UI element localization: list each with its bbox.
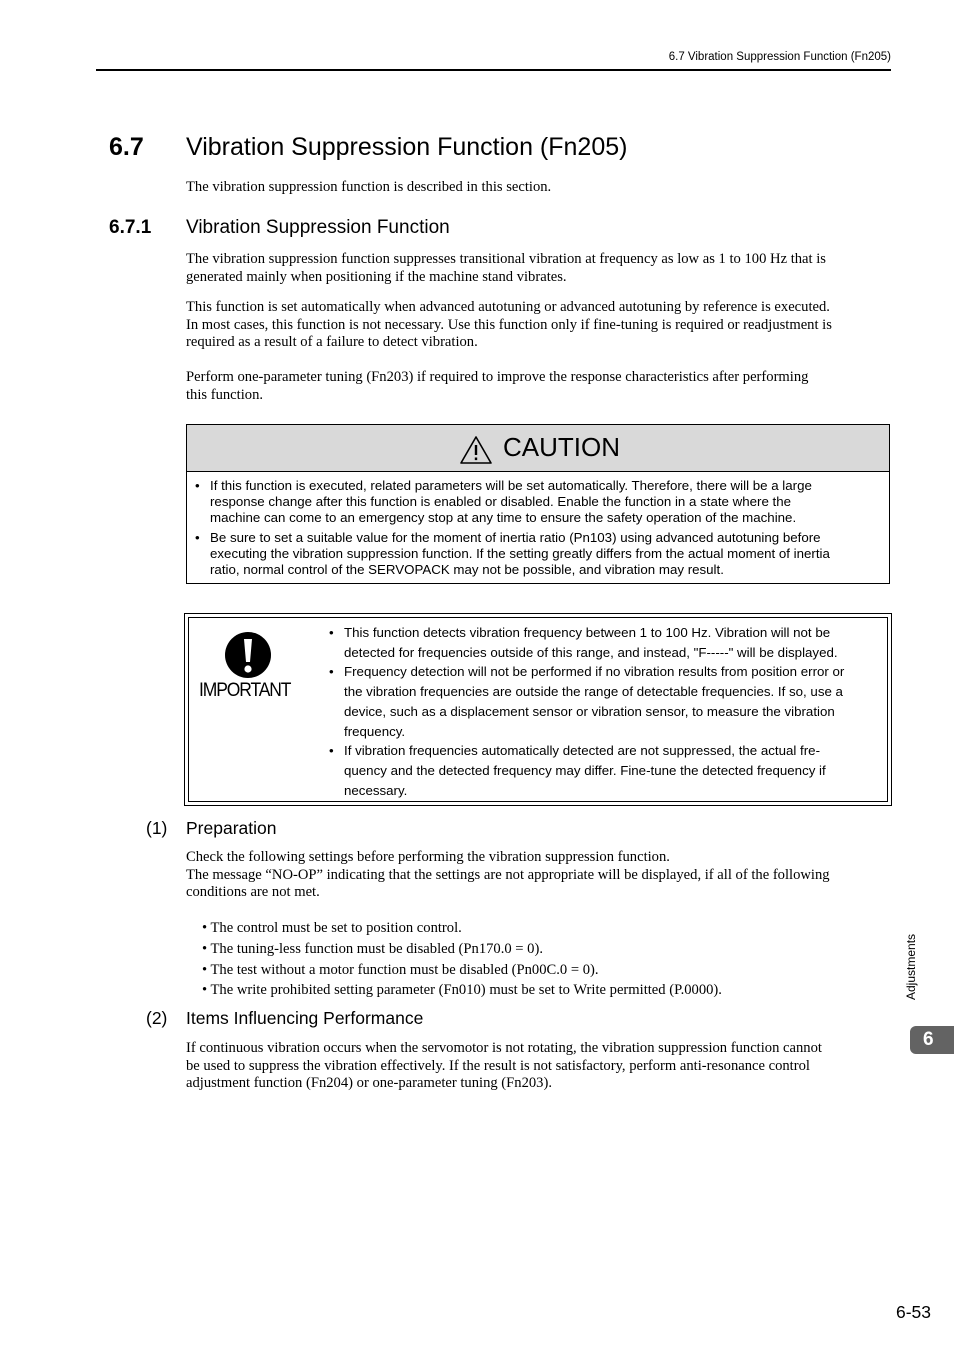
bullet: • [329,664,334,680]
important-inner [188,617,888,802]
text-line: In most cases, this function is not necessary. Use this function only if fine-tuning is required or readjustment is [186,316,832,333]
text-line: executing the vibration suppression function. If the setting greatly differs from the actual moment of inertia [210,545,830,561]
caution-box [186,424,890,584]
text-line: adjustment function (Fn204) or one-parameter tuning (Fn203). [186,1075,552,1091]
important-list [329,623,844,800]
bullet: • [329,743,334,759]
important-label: IMPORTANT [199,680,291,701]
exclamation-circle-icon [224,631,272,679]
bullet: • [195,478,200,493]
caution-header [187,425,889,472]
list-item [329,662,844,741]
list-item: • The write prohibited setting parameter (Fn010) must be set to Write permitted (P.0000). [202,982,722,999]
important-box [184,613,892,806]
conditions-list [202,918,722,1001]
text-line: this function. [186,386,264,403]
text-line: conditions are not met. [186,884,320,900]
text-line: The message “NO-OP” indicating that the settings are not appropriate will be displayed, if all of the following [186,866,830,883]
text-line: frequency. [344,723,406,739]
warning-triangle-icon [459,435,493,465]
section-intro: The vibration suppression function is described in this section. [186,179,552,195]
list-item [195,478,830,527]
text-line: If continuous vibration occurs when the servomotor is not rotating, the vibration suppression function cannot [186,1040,822,1056]
list-item: • The tuning-less function must be disabled (Pn170.0 = 0). [202,940,543,957]
text-line: This function is set automatically when advanced autotuning or advanced autotuning by reference is executed. [186,299,830,315]
text-line: This function detects vibration frequency between 1 to 100 Hz. Vibration will not be [344,625,831,640]
text-line: If this function is executed, related parameters will be set automatically. Therefore, there will be a large [210,478,812,493]
header-rule [96,69,891,71]
list-item [195,530,830,579]
preparation-paragraph [186,849,890,902]
subsection-title: Vibration Suppression Function [186,217,450,238]
list-item [329,741,844,800]
text-line: ratio, normal control of the SERVOPACK may not be possible, and vibration may result. [210,562,724,578]
list-item: • The test without a motor function must be disabled (Pn00C.0 = 0). [202,961,599,978]
text-line: Be sure to set a suitable value for the moment of inertia ratio (Pn103) using advanced autotuning before [210,529,821,545]
text-line: Check the following settings before performing the vibration suppression function. [186,849,670,865]
paragraph-1 [186,251,890,286]
text-line: device, such as a displacement sensor or vibration sensor, to measure the vibration [344,703,835,719]
text-line: be used to suppress the vibration effectively. If the result is not satisfactory, perform anti-resonance control [186,1057,810,1074]
text-line: necessary. [344,782,408,798]
text-line: required as a result of a failure to detect vibration. [186,334,478,350]
caution-title: CAUTION [503,432,620,462]
chapter-tab: 6 [910,1026,954,1054]
section-title: Vibration Suppression Function (Fn205) [186,133,628,161]
page-number: 6-53 [895,1302,931,1322]
subsection-number: 6.7.1 [109,217,152,238]
section-number: 6.7 [109,133,144,161]
text-line: the vibration frequencies are outside the range of detectable frequencies. If so, use a [344,684,843,700]
preparation-title: Preparation [186,818,277,838]
running-header: 6.7 Vibration Suppression Function (Fn205) [668,51,891,63]
list-item: • The control must be set to position control. [202,920,462,936]
text-line: If vibration frequencies automatically detected are not suppressed, the actual fre- [344,743,821,759]
caution-list [195,478,830,581]
performance-title: Items Influencing Performance [186,1008,424,1028]
text-line: response change after this function is enabled or disabled. Enable the function in a state where the [210,494,792,510]
text-line: Frequency detection will not be performed if no vibration results from position error or [344,664,845,680]
performance-paragraph [186,1040,890,1093]
preparation-number: (1) [146,818,168,838]
bullet: • [329,625,334,640]
text-line: quency and the detected frequency may differ. Fine-tune the detected frequency if [344,762,826,778]
text-line: The vibration suppression function suppresses transitional vibration at frequency as low as 1 to 100 Hz that is [186,251,826,267]
chapter-side-label: Adjustments [904,933,918,1000]
bullet: • [195,529,200,545]
text-line: machine can come to an emergency stop at any time to ensure the safety operation of the machine. [210,510,797,526]
text-line: Perform one-parameter tuning (Fn203) if required to improve the response characteristics after performing [186,369,809,385]
paragraph-3 [186,369,890,404]
list-item [329,623,844,662]
performance-number: (2) [146,1008,168,1028]
text-line: detected for frequencies outside of this range, and instead, "F-----" will be displayed. [344,644,838,660]
paragraph-2 [186,299,890,352]
text-line: generated mainly when positioning if the machine stand vibrates. [186,268,567,285]
